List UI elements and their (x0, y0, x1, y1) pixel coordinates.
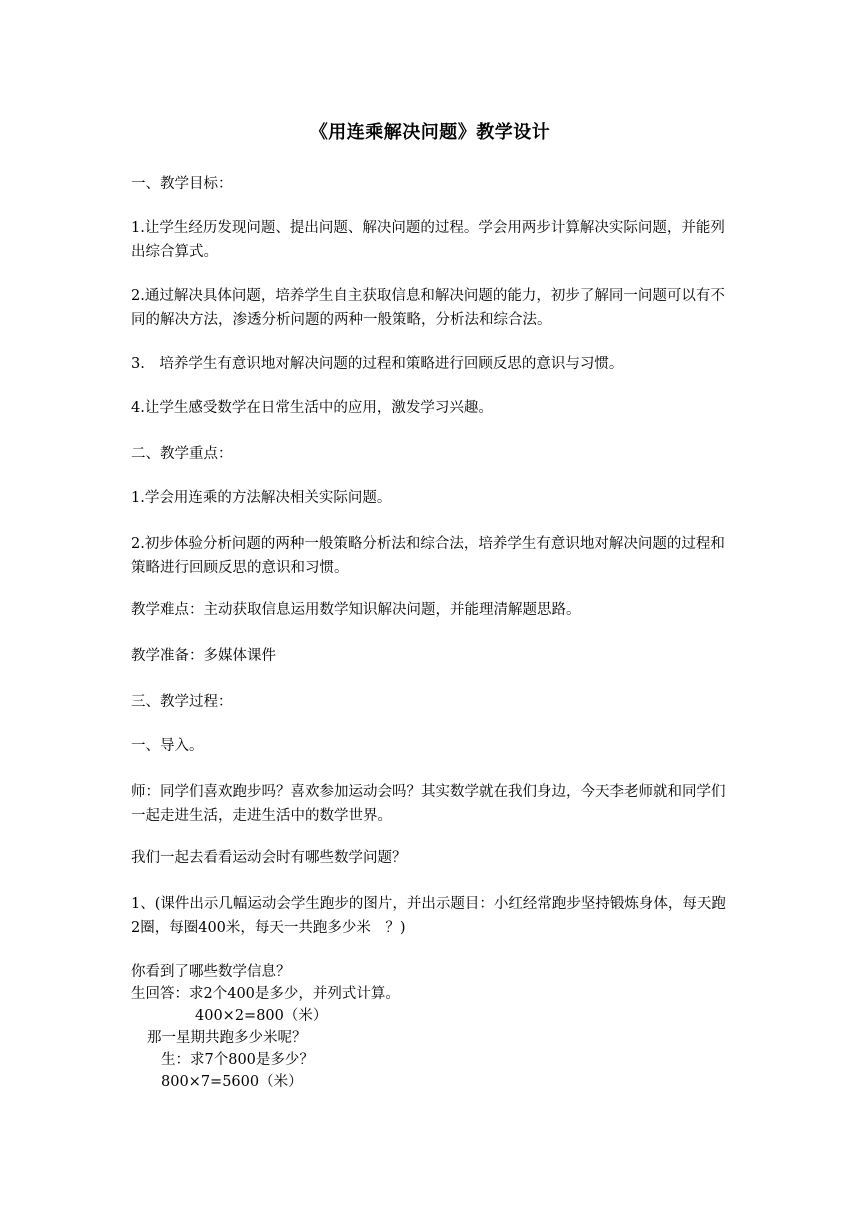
section-heading-objectives: 一、教学目标： (131, 176, 233, 192)
step-heading-intro: 一、导入。 (131, 738, 204, 754)
teaching-difficulty: 教学难点：主动获取信息运用数学知识解决问题，并能理清解题思路。 (131, 602, 581, 618)
objective-paragraph-1: 1.让学生经历发现问题、提出问题、解决问题的过程。学会用两步计算解决实际问题，并能列出综合算式。 (131, 220, 725, 260)
calculation-2: 800×7=5600（米） (161, 1074, 303, 1090)
objective-paragraph-2: 2.通过解决具体问题，培养学生自主获取信息和解决问题的能力，初步了解同一问题可以有不同的解决方法，渗透分析问题的两种一般策略，分析法和综合法。 (131, 288, 725, 328)
info-question: 你看到了哪些数学信息？ (131, 964, 291, 980)
student-answer-1: 生回答：求2个400是多少，并列式计算。 (131, 986, 400, 1002)
teaching-preparation: 教学准备：多媒体课件 (131, 648, 276, 664)
objective-paragraph-4: 4.让学生感受数学在日常生活中的应用，激发学习兴趣。 (131, 400, 493, 416)
problem-1-paragraph: 1、(课件出示几幅运动会学生跑步的图片，并出示题目：小红经常跑步坚持锻炼身体，每天跑2圈，每圈400米，每天一共跑多少米 ？) (131, 896, 726, 936)
document-title: 《用连乘解决问题》教学设计 (309, 122, 551, 143)
key-point-paragraph-2: 2.初步体验分析问题的两种一般策略分析法和综合法，培养学生有意识地对解决问题的过程和策略进行回顾反思的意识和习惯。 (131, 536, 725, 576)
key-point-paragraph-1: 1.学会用连乘的方法解决相关实际问题。 (131, 490, 392, 506)
objective-paragraph-3: 3. 培养学生有意识地对解决问题的过程和策略进行回顾反思的意识与习惯。 (131, 356, 624, 372)
follow-up-question: 那一星期共跑多少米呢？ (147, 1030, 307, 1046)
calculation-1: 400×2=800（米） (195, 1008, 328, 1024)
student-answer-2: 生：求7个800是多少？ (161, 1052, 314, 1068)
section-heading-key-points: 二、教学重点： (131, 446, 233, 462)
section-heading-process: 三、教学过程： (131, 694, 233, 710)
question-paragraph: 我们一起去看看运动会时有哪些数学问题？ (131, 850, 407, 866)
teacher-intro-paragraph: 师：同学们喜欢跑步吗？喜欢参加运动会吗？其实数学就在我们身边，今天李老师就和同学们一起走进生活，走进生活中的数学世界。 (131, 784, 726, 824)
